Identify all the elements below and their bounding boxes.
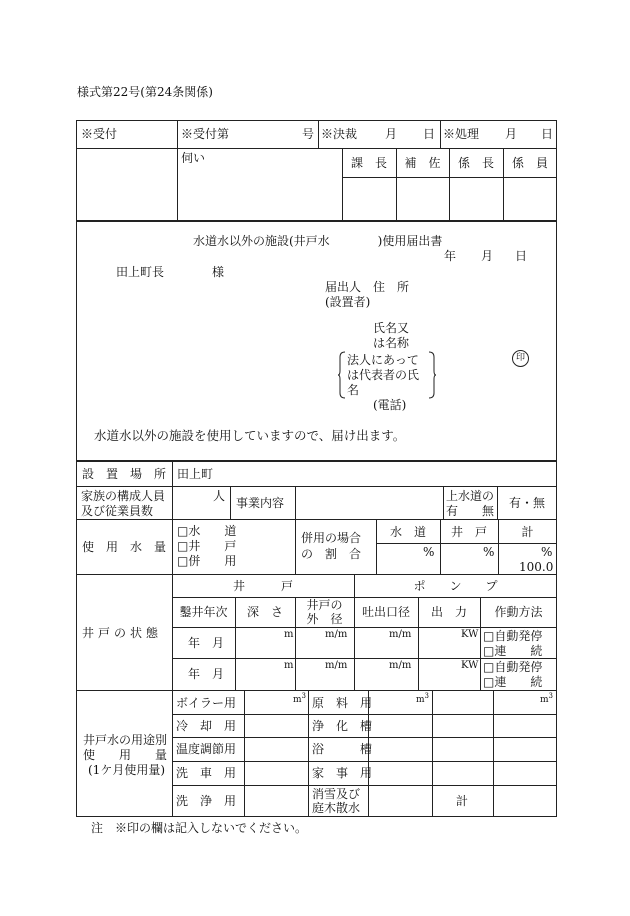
well-row2-op-auto[interactable]: □自動発停 <box>483 660 543 674</box>
uketsuke-number-label: ※受付第 <box>181 127 230 141</box>
purpose-label-3: (1ケ月使用量) <box>88 763 165 777</box>
m3-unit-boiler: $m^3$ <box>293 692 307 705</box>
ratio-header-suido: 水 道 <box>389 525 426 539</box>
kessai-month: 月 <box>385 127 398 141</box>
well-header-diameter-1: 井戸の <box>306 598 343 612</box>
phone-label: (電話) <box>373 398 407 412</box>
addressee-honorific: 様 <box>212 265 225 279</box>
ratio-pct-ido: % <box>483 545 495 559</box>
addressee: 田上町長 <box>116 265 165 279</box>
date-month: 月 <box>481 249 494 263</box>
usage-label: 使 用 水 量 <box>82 540 167 554</box>
corp-label-1: 法人にあって <box>347 353 419 367</box>
well-header-depth: 深 さ <box>246 605 283 619</box>
ratio-header-ido: 井 戸 <box>450 525 487 539</box>
well-row1-depth-unit: m <box>284 629 294 640</box>
approver-hosa: 補 佐 <box>404 156 441 170</box>
pump-header-outlet: 吐出口径 <box>361 605 410 619</box>
ratio-total-value: 100.0 <box>519 560 554 574</box>
well-header-diameter-2: 外 径 <box>306 612 343 626</box>
m3-unit-material: $m^3$ <box>416 692 430 705</box>
purpose-boiler: ボイラー用 <box>176 696 237 710</box>
ratio-label-1: 併用の場合 <box>301 531 362 545</box>
notifier-address-label: 届出人 住 所 <box>325 280 410 294</box>
well-row1-diameter-unit: m/m <box>325 629 348 640</box>
form-number: 様式第22号(第24条関係) <box>77 85 213 99</box>
family-label-1: 家族の構成人員 <box>81 489 166 503</box>
purpose-cleaning: 洗 浄 用 <box>176 794 237 808</box>
usage-option-ido[interactable]: □井 戸 <box>177 539 237 553</box>
ratio-label-2: の 割 合 <box>301 547 362 561</box>
ratio-pct-total: % <box>541 545 553 559</box>
purpose-snow-2: 庭木散水 <box>312 801 361 815</box>
well-row1-year: 年 <box>188 636 201 650</box>
uketsuke-label: ※受付 <box>81 127 118 141</box>
name-label-2: は名称 <box>373 336 410 350</box>
well-row1-op-cont[interactable]: □連 続 <box>483 644 543 658</box>
well-row1-op-auto[interactable]: □自動発停 <box>483 629 543 643</box>
well-row2-outlet-unit: m/m <box>389 660 412 671</box>
well-row1-outlet-unit: m/m <box>389 629 412 640</box>
header-block <box>76 120 557 221</box>
purpose-household: 家 事 用 <box>312 766 373 780</box>
location-value: 田上町 <box>177 467 214 481</box>
corp-label-2: は代表者の氏 <box>347 368 420 382</box>
well-row2-output-unit: KW <box>461 660 479 671</box>
family-label-2: 及び従業員数 <box>81 504 154 518</box>
water-supply-value: 有・無 <box>509 496 546 510</box>
well-row2-depth-unit: m <box>284 660 294 671</box>
pump-header-output: 出 力 <box>430 605 467 619</box>
ukagai-label: 伺い <box>181 151 206 165</box>
well-group-header: 井 戸 <box>232 579 293 593</box>
well-row1-month: 月 <box>212 636 225 650</box>
name-label-1: 氏名又 <box>373 321 410 335</box>
pump-header-operation: 作動方法 <box>494 605 543 619</box>
water-supply-label-2: 有 無 <box>446 504 495 518</box>
shori-month: 月 <box>505 127 518 141</box>
purpose-total-label: 計 <box>456 794 469 808</box>
family-unit: 人 <box>213 489 226 503</box>
well-row2-op-cont[interactable]: □連 続 <box>483 675 543 689</box>
well-row2-month: 月 <box>212 667 225 681</box>
ratio-header-total: 計 <box>521 525 534 539</box>
purpose-label-2: 使 用 量 <box>83 748 168 762</box>
seal-mark: 印 <box>512 350 529 367</box>
ratio-pct-suido: % <box>423 545 435 559</box>
shori-day: 日 <box>541 127 554 141</box>
purpose-temperature: 温度調節用 <box>176 742 237 756</box>
approver-kakaricho: 係 長 <box>457 156 494 170</box>
left-bracket <box>338 351 346 399</box>
footnote: 注 ※印の欄は記入しないでください。 <box>91 821 308 835</box>
statement: 水道水以外の施設を使用していますので、届け出ます。 <box>94 428 406 443</box>
purpose-bath: 浴 槽 <box>312 742 373 756</box>
business-label: 事業内容 <box>236 496 285 510</box>
location-label: 設 置 場 所 <box>82 467 167 481</box>
purpose-carwash: 洗 車 用 <box>176 766 237 780</box>
go-label: 号 <box>302 127 315 141</box>
pump-group-header: ポ ン プ <box>413 579 498 593</box>
purpose-cooling: 冷 却 用 <box>176 719 237 733</box>
kessai-label: ※決裁 <box>321 127 358 141</box>
right-bracket <box>428 351 436 399</box>
date-day: 日 <box>515 249 528 263</box>
purpose-snow-1: 消雪及び <box>312 787 361 801</box>
well-header-year: 鑿井年次 <box>179 605 228 619</box>
corp-label-3: 名 <box>347 383 360 397</box>
kessai-day: 日 <box>423 127 436 141</box>
installer-label: (設置者) <box>325 295 371 309</box>
purpose-septic: 浄 化 槽 <box>312 719 373 733</box>
approver-kacho: 課 長 <box>350 156 387 170</box>
well-row2-year: 年 <box>188 667 201 681</box>
well-row2-diameter-unit: m/m <box>325 660 348 671</box>
m3-unit-total: $m^3$ <box>540 692 554 705</box>
approver-kakariin: 係 員 <box>511 156 548 170</box>
purpose-material: 原 料 用 <box>312 696 373 710</box>
well-state-label: 井戸の状態 <box>82 626 163 640</box>
purpose-label-1: 井戸水の用途別 <box>83 733 168 747</box>
usage-option-heiyo[interactable]: □併 用 <box>177 554 237 568</box>
form-title: 水道水以外の施設(井戸水 )使用届出書 <box>193 234 443 248</box>
date-year: 年 <box>444 249 457 263</box>
water-supply-label-1: 上水道の <box>446 489 495 503</box>
usage-option-suido[interactable]: □水 道 <box>177 524 237 538</box>
shori-label: ※処理 <box>443 127 480 141</box>
well-row1-output-unit: KW <box>461 629 479 640</box>
